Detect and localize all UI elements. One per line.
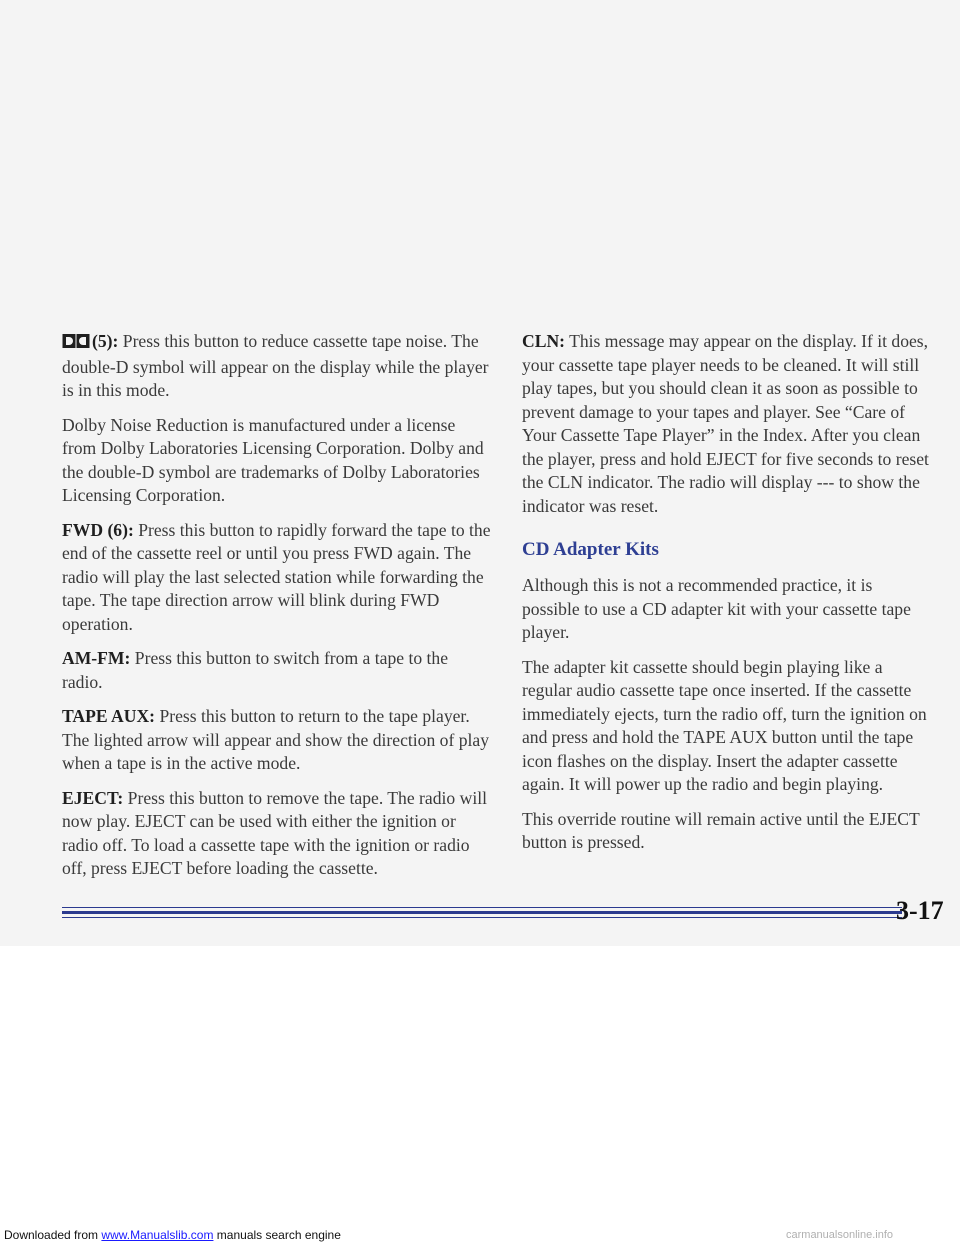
footer-prefix: Downloaded from	[4, 1228, 99, 1242]
dolby-license-paragraph: Dolby Noise Reduction is manufactured under a license from Dolby Laboratories Licensing Corporation. Dolby and the double-D symbol are trademarks of Dolby Laboratories Licensing Corporation.	[62, 414, 484, 505]
adapter-intro-paragraph: Although this is not a recommended practice, it is possible to use a CD adapter kit with your cassette tape player.	[522, 575, 911, 642]
page-number: 3-17	[896, 896, 944, 925]
right-column	[522, 330, 932, 866]
tape-aux-text: Press this button to return to the tape player. The lighted arrow will appear and show the direction of play when a tape is in the active mode.	[62, 706, 490, 773]
fwd-text: Press this button to rapidly forward the tape to the end of the cassette reel or until you press FWD again. The radio will play the last selected station while forwarding the tape. The tape direction arrow will blink during FWD operation.	[62, 519, 491, 634]
manualslib-link[interactable]: www.Manualslib.com	[101, 1228, 214, 1242]
cln-text: This message may appear on the display. If it does, your cassette tape player needs to be cleaned. It will still play tapes, but you should clean it as soon as possible to prevent damage to your tapes and player. See “Care of Your Cassette Tape Player” in the Index. After you clean the player, press and hold EJECT for five seconds to reset the CLN indicator. The radio will display --- to show the indicator was reset.	[522, 331, 929, 516]
eject-term: EJECT:	[62, 787, 124, 808]
double-d-icon	[62, 332, 90, 356]
amfm-text: Press this button to switch from a tape to the radio.	[62, 648, 449, 692]
tape-aux-paragraph	[62, 705, 492, 776]
dolby-text: Press this button to reduce cassette tape noise. The double-D symbol will appear on the display while the player is in this mode.	[62, 331, 489, 400]
amfm-paragraph	[62, 647, 492, 694]
left-column	[62, 330, 492, 892]
adapter-detail-paragraph: The adapter kit cassette should begin playing like a regular audio cassette tape once inserted. If the cassette immediately ejects, turn the radio off, turn the ignition on and press and hold the TAPE AUX button until the tape icon flashes on the display. Insert the adapter cassette again. It will power up the radio and begin playing.	[522, 656, 927, 794]
fwd-paragraph	[62, 519, 492, 637]
footer-rule	[62, 907, 902, 927]
eject-text: Press this button to remove the tape. The radio will now play. EJECT can be used with either the ignition or radio off. To load a cassette tape with the ignition or radio off, press EJECT before loading the cassette.	[62, 787, 487, 878]
footer-suffix: manuals search engine	[216, 1228, 341, 1242]
cln-paragraph	[522, 330, 932, 518]
override-paragraph: This override routine will remain active until the EJECT button is pressed.	[522, 808, 920, 852]
dolby-paragraph	[62, 330, 492, 403]
download-footer	[4, 1228, 341, 1242]
tape-aux-term: TAPE AUX:	[62, 706, 156, 726]
cln-term: CLN:	[522, 331, 566, 351]
rule-line-thin-bottom	[62, 917, 902, 918]
cd-adapter-heading: CD Adapter Kits	[522, 539, 659, 560]
rule-line-thick	[62, 911, 902, 914]
amfm-term: AM-FM:	[62, 648, 131, 668]
watermark-text: carmanualsonline.info	[786, 1229, 894, 1241]
fwd-term: FWD (6):	[62, 519, 134, 540]
dolby-term: (5):	[92, 331, 119, 351]
rule-line-thin-top	[62, 907, 902, 908]
eject-paragraph	[62, 787, 492, 881]
